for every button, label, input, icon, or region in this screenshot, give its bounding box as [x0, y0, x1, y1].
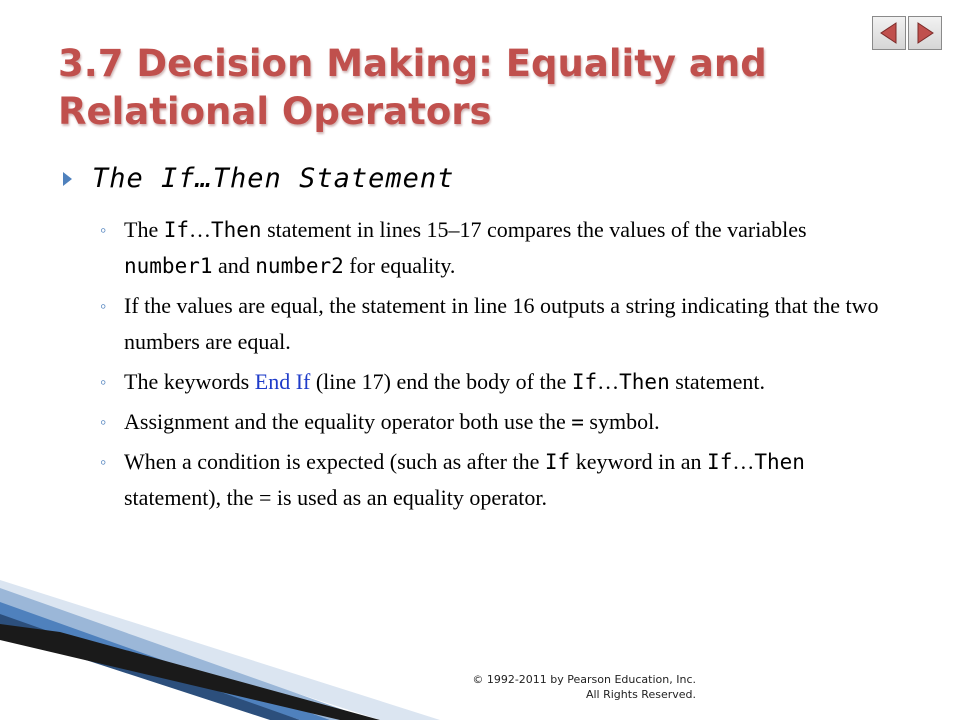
code-keyword: Then — [754, 450, 805, 474]
list-item — [100, 444, 900, 516]
bullet-text: and — [212, 253, 256, 278]
code-symbol: = — [571, 410, 584, 434]
bullet-text: The keywords — [124, 369, 255, 394]
code-variable: number2 — [255, 254, 344, 278]
circle-bullet-icon: ◦ — [100, 372, 107, 392]
title-line-2: Relational Operators — [58, 90, 492, 133]
bullet-text: (line 17) end the body of the — [310, 369, 572, 394]
next-slide-icon — [913, 21, 937, 45]
code-variable: number1 — [124, 254, 213, 278]
bullet-text: If the values are equal, the statement in line 16 outputs a string indicating that the two numbers are equal. — [124, 293, 879, 354]
next-slide-button[interactable] — [908, 16, 942, 50]
bullet-text: statement in lines 15–17 compares the values of the variables — [261, 217, 807, 242]
copyright-line-2: All Rights Reserved. — [585, 688, 696, 701]
prev-slide-icon — [877, 21, 901, 45]
copyright-line-1: © 1992-2011 by Pearson Education, Inc. — [472, 673, 696, 686]
list-item — [100, 212, 900, 284]
circle-bullet-icon: ◦ — [100, 296, 107, 316]
bullet-text: … — [732, 449, 755, 474]
list-item — [100, 364, 900, 400]
bullet-text: … — [597, 369, 620, 394]
bullet-text: keyword in an — [570, 449, 708, 474]
circle-bullet-icon: ◦ — [100, 412, 107, 432]
bullet-text: The — [124, 217, 164, 242]
bullet-text: symbol. — [583, 409, 660, 434]
bullet-text: for equality. — [343, 253, 456, 278]
highlighted-keyword: End If — [254, 369, 311, 394]
section-heading: The If…Then Statement — [92, 163, 455, 194]
arrow-bullet-icon — [63, 172, 72, 186]
code-keyword: If — [544, 450, 571, 474]
circle-bullet-icon: ◦ — [100, 220, 107, 240]
code-keyword: If — [707, 450, 733, 474]
list-item — [100, 404, 900, 440]
bullet-text: statement), the = is used as an equality operator. — [124, 485, 547, 510]
bullet-text: statement. — [669, 369, 766, 394]
bullet-text: … — [189, 217, 211, 242]
code-keyword: If — [163, 218, 189, 242]
slide-nav — [872, 16, 942, 50]
bullet-text: When a condition is expected (such as after the — [124, 449, 545, 474]
bullet-list — [100, 212, 900, 520]
bullet-text: Assignment and the equality operator both use the — [124, 409, 572, 434]
code-keyword: Then — [211, 218, 262, 242]
circle-bullet-icon: ◦ — [100, 452, 107, 472]
code-keyword: If — [571, 370, 598, 394]
prev-slide-button[interactable] — [872, 16, 906, 50]
code-keyword: Then — [619, 370, 670, 394]
copyright-footer — [380, 672, 696, 702]
heading-row — [63, 163, 454, 194]
slide-title — [58, 40, 878, 136]
title-line-1: 3.7 Decision Making: Equality and — [58, 42, 767, 85]
list-item — [100, 288, 900, 360]
